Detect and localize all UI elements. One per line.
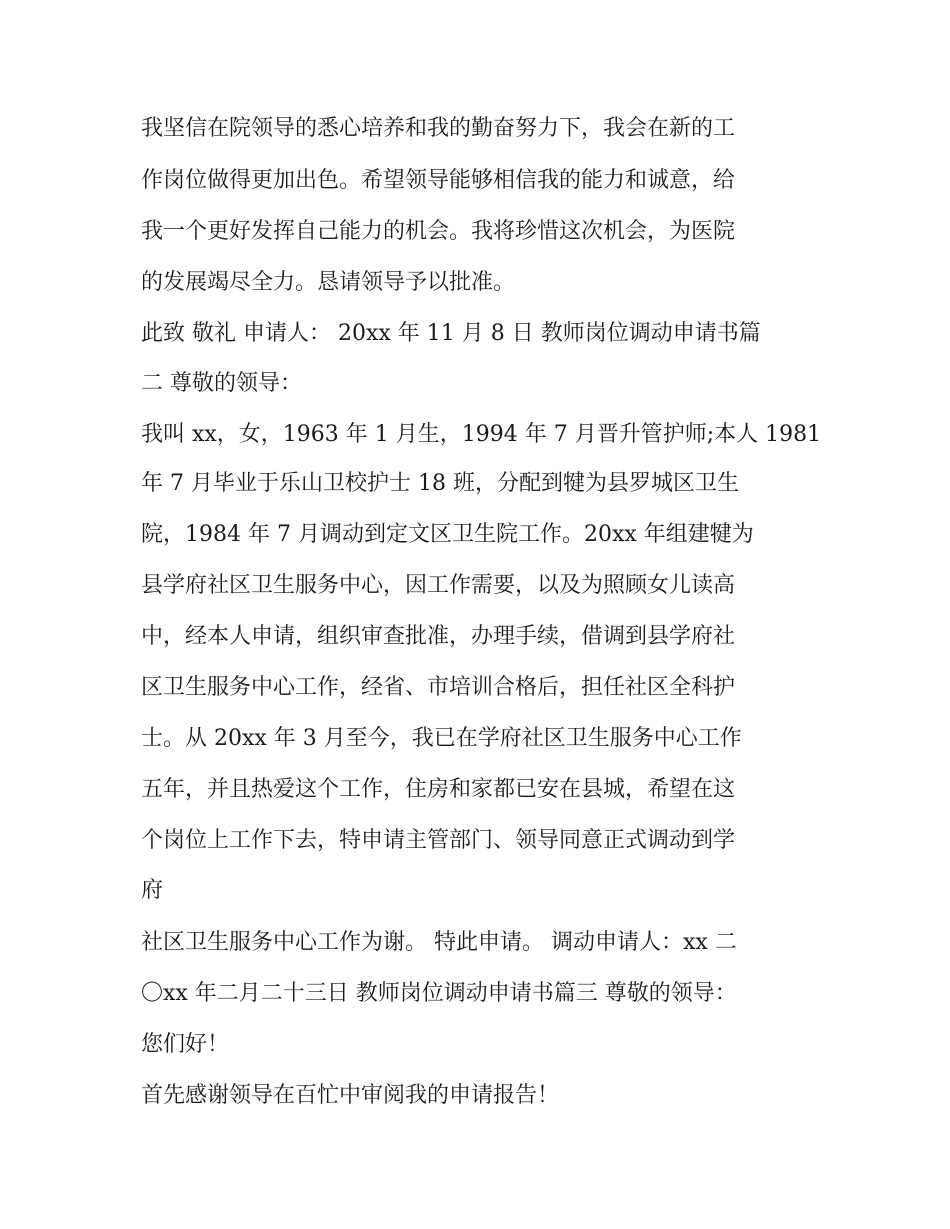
- text-line: 我一个更好发挥自己能力的机会。我将珍惜这次机会，为医院: [141, 219, 736, 244]
- text-line: 〇xx 年二月二十三日 教师岗位调动申请书篇三 尊敬的领导：: [141, 981, 737, 1006]
- text-line: 士。从 20xx 年 3 月至今，我已在学府社区卫生服务中心工作: [141, 726, 742, 751]
- text-line: 院，1984 年 7 月调动到定文区卫生院工作。20xx 年组建犍为: [141, 522, 754, 547]
- text-line: 年 7 月毕业于乐山卫校护士 18 班，分配到犍为县罗城区卫生: [141, 471, 739, 496]
- text-line: 区卫生服务中心工作，经省、市培训合格后，担任社区全科护: [141, 675, 736, 700]
- text-line: 此致 敬礼 申请人： 20xx 年 11 月 8 日 教师岗位调动申请书篇: [141, 321, 761, 346]
- text-line: 首先感谢领导在百忙中审阅我的申请报告！: [141, 1083, 560, 1108]
- text-line: 五年，并且热爱这个工作，住房和家都已安在县城，希望在这: [141, 777, 736, 802]
- text-line: 个岗位上工作下去，特申请主管部门、领导同意正式调动到学: [141, 828, 736, 853]
- text-line: 我叫 xx，女，1963 年 1 月生，1994 年 7 月晋升管护师;本人 1981: [141, 422, 822, 447]
- text-line: 您们好！: [141, 1032, 230, 1057]
- text-line: 二 尊敬的领导：: [141, 371, 302, 396]
- text-line: 的发展竭尽全力。恳请领导予以批准。: [141, 270, 516, 295]
- text-line: 我坚信在院领导的悉心培养和我的勤奋努力下，我会在新的工: [141, 116, 736, 141]
- text-line: 社区卫生服务中心工作为谢。 特此申请。 调动申请人：xx 二: [141, 930, 737, 955]
- text-line: 县学府社区卫生服务中心，因工作需要，以及为照顾女儿读高: [141, 573, 736, 598]
- text-line: 中，经本人申请，组织审查批准，办理手续，借调到县学府社: [141, 624, 736, 649]
- text-line: 作岗位做得更加出色。希望领导能够相信我的能力和诚意，给: [141, 168, 736, 193]
- text-line: 府: [141, 878, 164, 903]
